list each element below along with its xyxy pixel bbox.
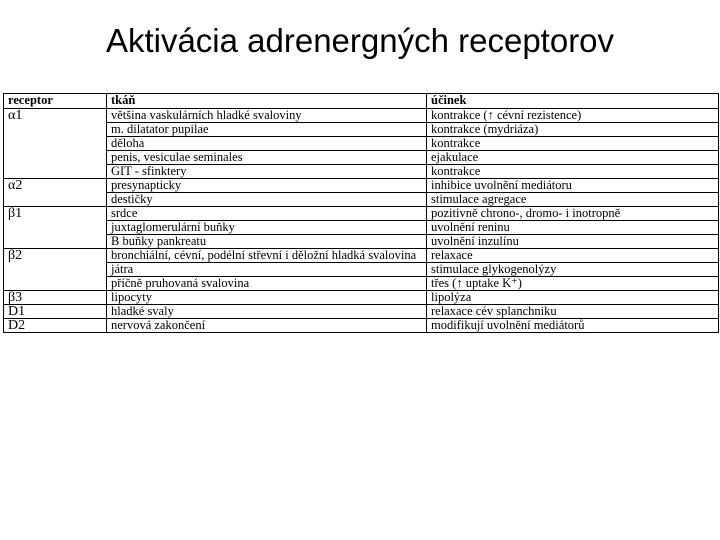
tissue-cell: destičky bbox=[107, 193, 427, 207]
effect-cell: lipolýza bbox=[427, 291, 719, 305]
table-row bbox=[4, 319, 719, 333]
tissue-cell: GIT - sfinktery bbox=[107, 165, 427, 179]
tissue-cell: děloha bbox=[107, 137, 427, 151]
table-row bbox=[4, 207, 719, 221]
table-row bbox=[4, 291, 719, 305]
receptor-cell: D1 bbox=[4, 305, 107, 319]
header-effect: účinek bbox=[427, 94, 719, 109]
tissue-cell: m. dilatator pupilae bbox=[107, 123, 427, 137]
table-header-row bbox=[4, 94, 719, 109]
effect-cell: kontrakce (↑ cévní rezistence) bbox=[427, 109, 719, 123]
table-row bbox=[4, 235, 719, 249]
effect-cell: inhibice uvolnění mediátoru bbox=[427, 179, 719, 193]
receptor-cell: α2 bbox=[4, 179, 107, 207]
receptor-table bbox=[3, 93, 719, 333]
effect-cell: třes (↑ uptake K⁺) bbox=[427, 277, 719, 291]
effect-cell: kontrakce bbox=[427, 165, 719, 179]
effect-cell: relaxace bbox=[427, 249, 719, 263]
tissue-cell: nervová zakončení bbox=[107, 319, 427, 333]
table-row bbox=[4, 165, 719, 179]
tissue-cell: presynapticky bbox=[107, 179, 427, 193]
tissue-cell: hladké svaly bbox=[107, 305, 427, 319]
header-tissue: tkáň bbox=[107, 94, 427, 109]
tissue-cell: lipocyty bbox=[107, 291, 427, 305]
receptor-cell: β1 bbox=[4, 207, 107, 249]
table-row bbox=[4, 137, 719, 151]
tissue-cell: B buňky pankreatu bbox=[107, 235, 427, 249]
effect-cell: uvolnění inzulínu bbox=[427, 235, 719, 249]
tissue-cell: příčně pruhovaná svalovina bbox=[107, 277, 427, 291]
tissue-cell: penis, vesiculae seminales bbox=[107, 151, 427, 165]
table-row bbox=[4, 109, 719, 123]
table-row bbox=[4, 193, 719, 207]
table-row bbox=[4, 263, 719, 277]
receptor-cell: β3 bbox=[4, 291, 107, 305]
table-row bbox=[4, 221, 719, 235]
tissue-cell: srdce bbox=[107, 207, 427, 221]
receptor-cell: β2 bbox=[4, 249, 107, 291]
table-row bbox=[4, 123, 719, 137]
table-row bbox=[4, 277, 719, 291]
header-receptor: receptor bbox=[4, 94, 107, 109]
effect-cell: stimulace agregace bbox=[427, 193, 719, 207]
effect-cell: modifikují uvolnění mediátorů bbox=[427, 319, 719, 333]
effect-cell: uvolnění reninu bbox=[427, 221, 719, 235]
table-row bbox=[4, 305, 719, 319]
tissue-cell: většina vaskulárních hladké svaloviny bbox=[107, 109, 427, 123]
effect-cell: kontrakce (mydriáza) bbox=[427, 123, 719, 137]
receptor-cell: D2 bbox=[4, 319, 107, 333]
effect-cell: ejakulace bbox=[427, 151, 719, 165]
tissue-cell: bronchiální, cévní, podélní střevní i děložní hladká svalovina bbox=[107, 249, 427, 263]
table-row bbox=[4, 151, 719, 165]
receptor-cell: α1 bbox=[4, 109, 107, 179]
table-row bbox=[4, 179, 719, 193]
effect-cell: stimulace glykogenolýzy bbox=[427, 263, 719, 277]
effect-cell: kontrakce bbox=[427, 137, 719, 151]
effect-cell: pozitivně chrono-, dromo- i inotropně bbox=[427, 207, 719, 221]
tissue-cell: juxtaglomerulární buňky bbox=[107, 221, 427, 235]
slide-title: Aktivácia adrenergných receptorov bbox=[105, 22, 615, 59]
tissue-cell: játra bbox=[107, 263, 427, 277]
effect-cell: relaxace cév splanchniku bbox=[427, 305, 719, 319]
table-row bbox=[4, 249, 719, 263]
